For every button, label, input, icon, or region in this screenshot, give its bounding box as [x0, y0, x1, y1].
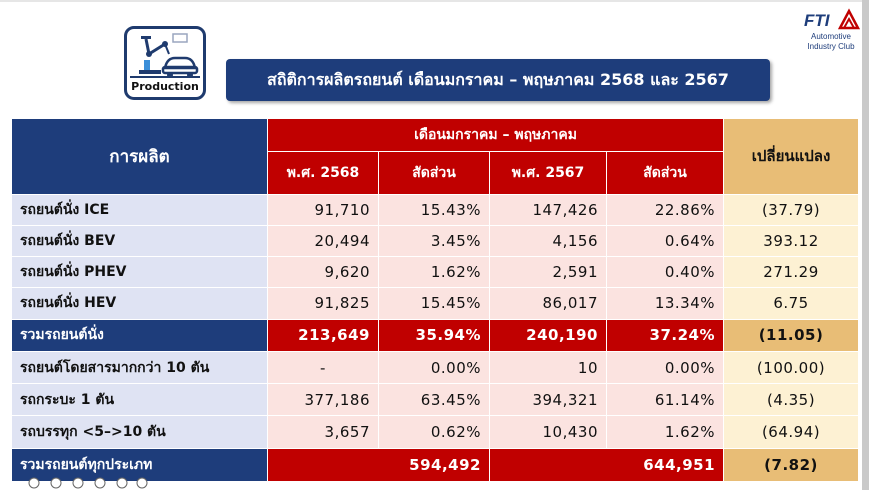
subtotal-2568: 213,649: [268, 319, 379, 351]
robot-arm-car-icon: [135, 32, 199, 80]
cell-2567: 10,430: [490, 416, 607, 448]
cell-share-2568: 1.62%: [379, 257, 490, 288]
production-badge: [124, 26, 206, 100]
cell-share-2567: 22.86%: [607, 194, 724, 225]
table-row: [12, 257, 859, 288]
header-period: เดือนมกราคม – พฤษภาคม: [268, 119, 724, 152]
header-share-2568: สัดส่วน: [379, 152, 490, 194]
table-row: [12, 194, 859, 225]
cell-share-2567: 0.64%: [607, 225, 724, 256]
window-edge: [862, 0, 869, 490]
subtotal-share-2567: 37.24%: [607, 319, 724, 351]
cell-change: (100.00): [724, 351, 859, 383]
cell-share-2567: 0.40%: [607, 257, 724, 288]
table-row: [12, 288, 859, 319]
cell-share-2567: 1.62%: [607, 416, 724, 448]
camera-icon[interactable]: [137, 478, 147, 488]
logo-line-1: Automotive: [810, 32, 852, 41]
cell-2567: 86,017: [490, 288, 607, 319]
subtotal-change: (11.05): [724, 319, 859, 351]
row-label: รถกระบะ 1 ตัน: [12, 384, 268, 416]
cell-change: (4.35): [724, 384, 859, 416]
cell-2567: 147,426: [490, 194, 607, 225]
video-controls[interactable]: [14, 476, 154, 490]
table-row: [12, 416, 859, 448]
production-label: Production: [130, 76, 200, 95]
cell-2568: 91,825: [268, 288, 379, 319]
grand-total-2567: 644,951: [490, 448, 724, 481]
subtotal-share-2568: 35.94%: [379, 319, 490, 351]
page-title: สถิติการผลิตรถยนต์ เดือนมกราคม – พฤษภาคม 2568 และ 2567: [226, 59, 770, 101]
header-year-2567: พ.ศ. 2567: [490, 152, 607, 194]
subtotal-2567: 240,190: [490, 319, 607, 351]
back-icon[interactable]: [51, 478, 61, 488]
grand-total-change: (7.82): [724, 448, 859, 481]
cell-change: 271.29: [724, 257, 859, 288]
cell-2568: 9,620: [268, 257, 379, 288]
row-label: รถยนต์โดยสารมากกว่า 10 ตัน: [12, 351, 268, 383]
row-label: รถยนต์นั่ง HEV: [12, 288, 268, 319]
table-row: [12, 351, 859, 383]
cell-2568: -: [268, 351, 379, 383]
cell-2567: 394,321: [490, 384, 607, 416]
cell-2568: 20,494: [268, 225, 379, 256]
row-label: รถยนต์นั่ง PHEV: [12, 257, 268, 288]
zoom-icon[interactable]: [95, 478, 105, 488]
subtotal-label: รวมรถยนต์นั่ง: [12, 319, 268, 351]
cell-change: (37.79): [724, 194, 859, 225]
cell-change: 6.75: [724, 288, 859, 319]
row-label: รถบรรทุก <5–>10 ตัน: [12, 416, 268, 448]
cell-share-2568: 0.00%: [379, 351, 490, 383]
forward-icon[interactable]: [73, 478, 83, 488]
table-row: [12, 384, 859, 416]
cell-share-2568: 3.45%: [379, 225, 490, 256]
cell-share-2568: 15.45%: [379, 288, 490, 319]
cell-share-2567: 0.00%: [607, 351, 724, 383]
fti-logo-icon: [802, 8, 860, 32]
svg-text:FTI: FTI: [804, 11, 830, 30]
header-production: การผลิต: [12, 119, 268, 195]
cell-share-2568: 0.62%: [379, 416, 490, 448]
fti-logo: [800, 8, 862, 60]
settings-icon[interactable]: [117, 478, 127, 488]
cell-share-2568: 63.45%: [379, 384, 490, 416]
cell-change: 393.12: [724, 225, 859, 256]
header-change: เปลี่ยนแปลง: [724, 119, 859, 195]
play-icon[interactable]: [29, 478, 39, 488]
cell-2567: 10: [490, 351, 607, 383]
row-label: รถยนต์นั่ง BEV: [12, 225, 268, 256]
cell-2567: 4,156: [490, 225, 607, 256]
header-share-2567: สัดส่วน: [607, 152, 724, 194]
header-year-2568: พ.ศ. 2568: [268, 152, 379, 194]
logo-line-2: Industry Club: [807, 42, 855, 51]
table-row: [12, 225, 859, 256]
cell-share-2567: 61.14%: [607, 384, 724, 416]
cell-2568: 91,710: [268, 194, 379, 225]
grand-total-label: รวมรถยนต์ทุกประเภท: [12, 448, 268, 481]
cell-share-2568: 15.43%: [379, 194, 490, 225]
top-edge: [0, 0, 869, 2]
cell-change: (64.94): [724, 416, 859, 448]
row-label: รถยนต์นั่ง ICE: [12, 194, 268, 225]
production-table: [11, 118, 859, 482]
cell-2567: 2,591: [490, 257, 607, 288]
cell-2568: 377,186: [268, 384, 379, 416]
grand-total-2568: 594,492: [268, 448, 490, 481]
cell-share-2567: 13.34%: [607, 288, 724, 319]
cell-2568: 3,657: [268, 416, 379, 448]
subtotal-row: [12, 319, 859, 351]
